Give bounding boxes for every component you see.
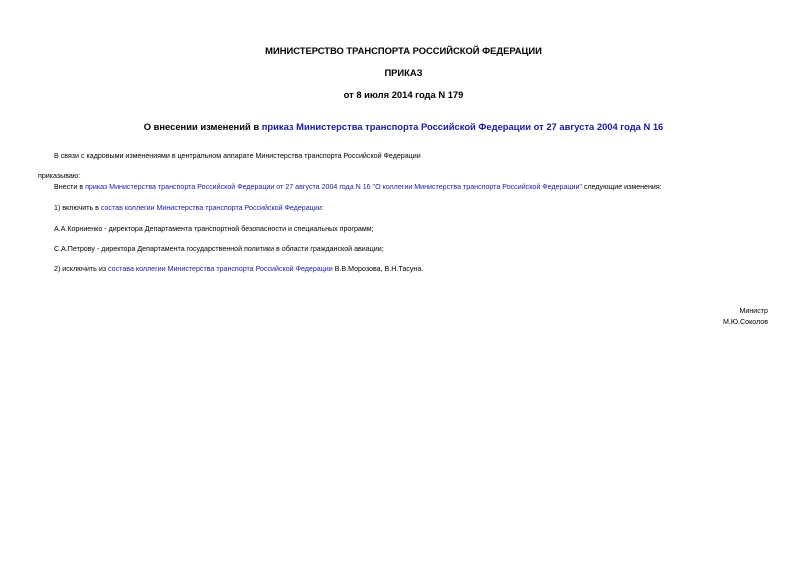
amend-order-link[interactable]: приказ Министерства транспорта Российской Федерации от 27 августа 2004 года N 16 "О коллегии Министерства транспорта Российской Федерации" <box>85 183 582 191</box>
amend-suffix: следующие изменения: <box>581 183 662 191</box>
document-title <box>0 121 807 133</box>
exclude-suffix: В.В.Морозова, В.Н.Тасуна. <box>332 265 424 273</box>
include-suffix: : <box>321 204 324 212</box>
intro-paragraph: В связи с кадровыми изменениями в центральном аппарате Министерства транспорта Российской Федерации <box>54 152 421 160</box>
exclude-prefix: 2) исключить из <box>54 265 109 273</box>
amend-prefix: Внести в <box>54 183 86 191</box>
include-paragraph <box>54 204 324 213</box>
title-order-link[interactable]: приказ Министерства транспорта Российской Федерации от 27 августа 2004 года N 16 <box>261 121 664 132</box>
ministry-heading: МИНИСТЕРСТВО ТРАНСПОРТА РОССИЙСКОЙ ФЕДЕРАЦИИ <box>265 45 542 56</box>
exclude-paragraph <box>54 265 423 274</box>
signatory-name: М.Ю.Соколов <box>723 318 768 326</box>
orders-word: приказываю: <box>38 172 81 180</box>
exclude-board-link[interactable]: состава коллегии Министерства транспорта Российской Федерации <box>108 265 333 273</box>
order-date-number: от 8 июля 2014 года N 179 <box>343 89 464 100</box>
include-board-link[interactable]: состав коллегии Министерства транспорта Российской Федерации <box>100 204 322 212</box>
signatory-position: Министр <box>739 307 768 315</box>
amend-paragraph <box>54 183 662 192</box>
person-korniyenko: А.А.Корниенко - директора Департамента транспортной безопасности и специальных программ; <box>54 225 374 233</box>
title-prefix: О внесении изменений в <box>143 121 262 132</box>
order-heading: ПРИКАЗ <box>384 67 423 78</box>
person-petrova: С.А.Петрову - директора Департамента государственной политики в области гражданской авиации; <box>54 245 384 253</box>
include-prefix: 1) включить в <box>54 204 101 212</box>
